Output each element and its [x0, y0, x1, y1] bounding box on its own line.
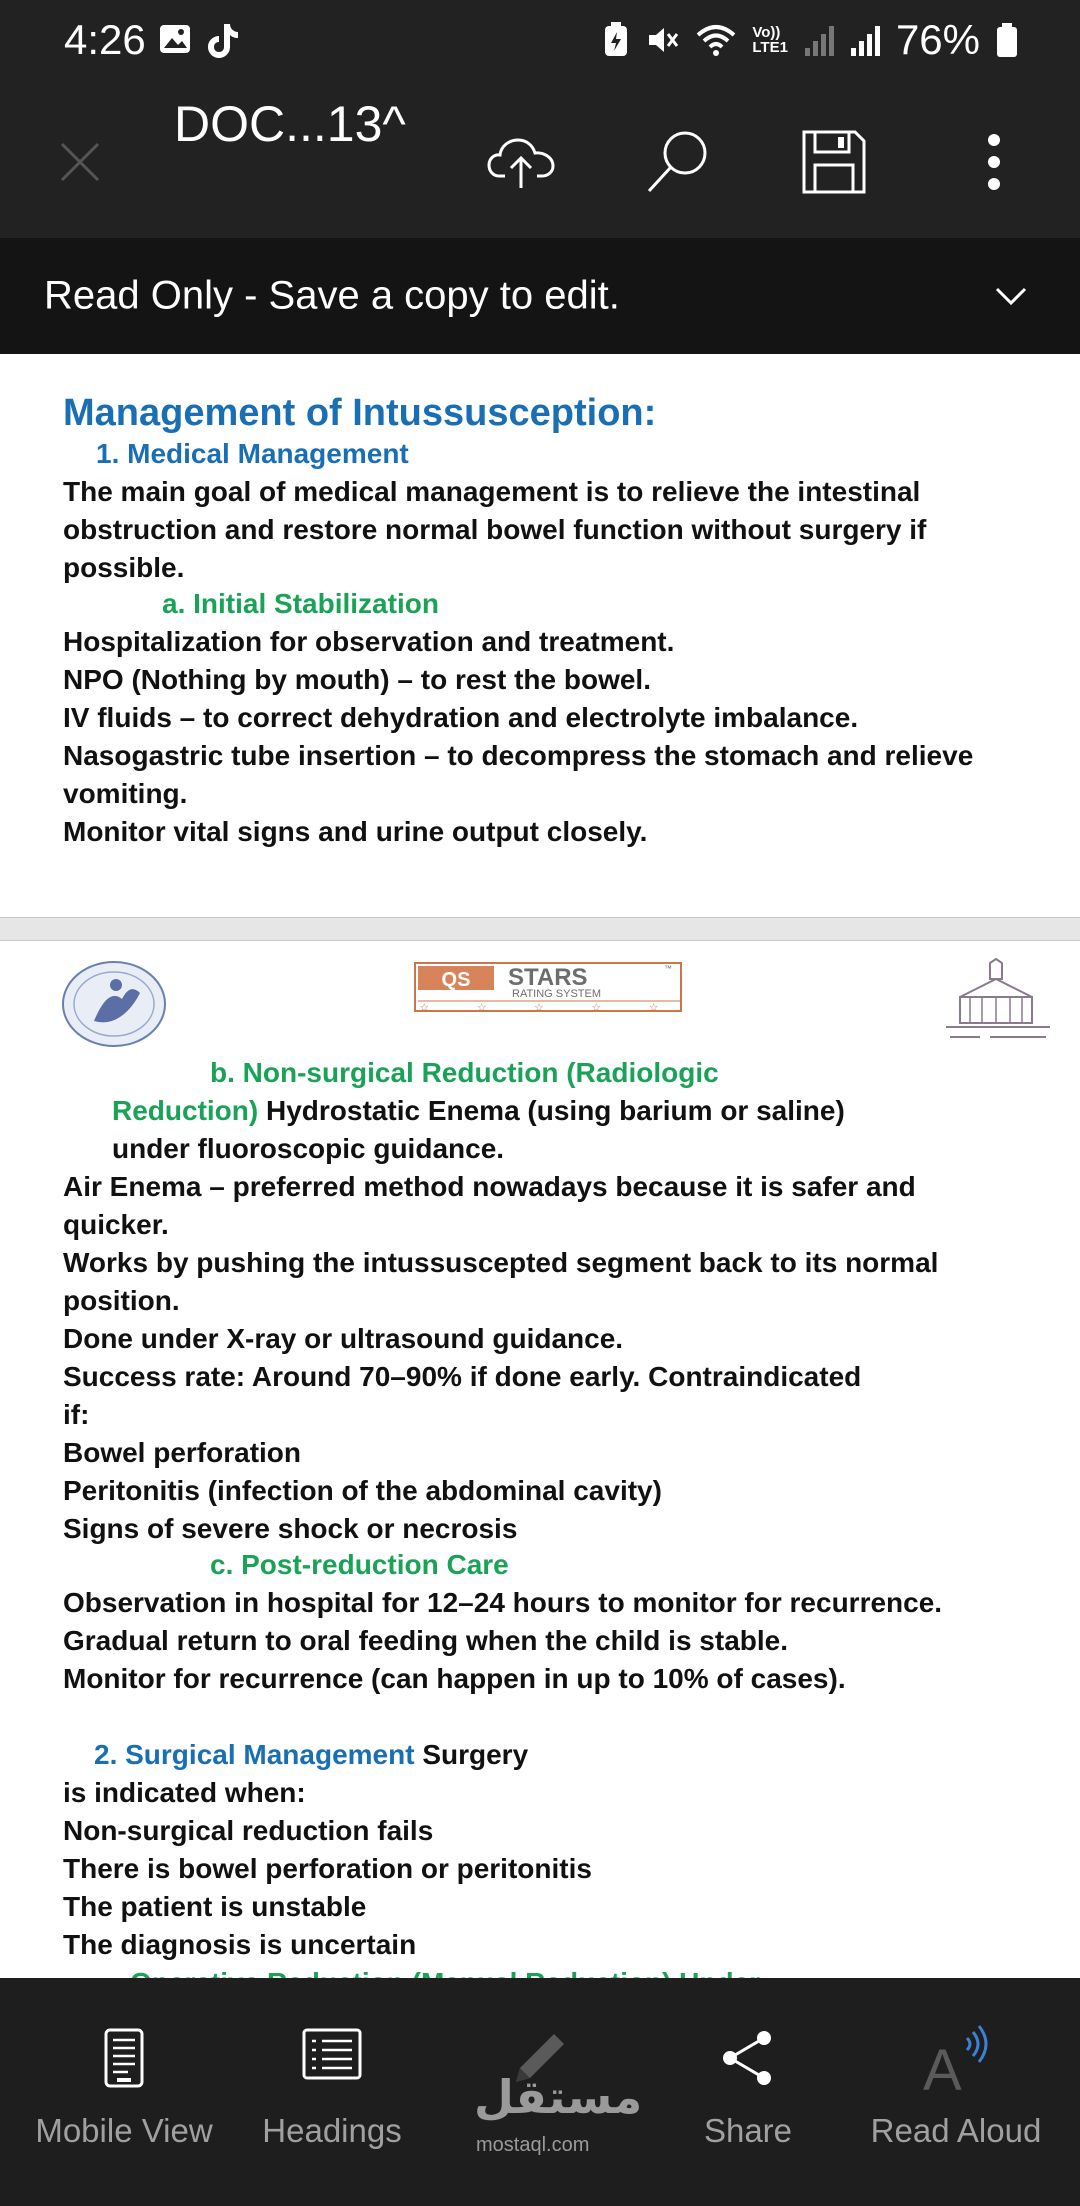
mobile-view-label: Mobile View: [35, 2112, 213, 2149]
status-bar: [0, 0, 1080, 86]
watermark-subtext: mostaql.com: [476, 2134, 590, 2156]
paragraph-line: [112, 1095, 845, 1127]
document-title[interactable]: DOC...13^: [174, 96, 406, 152]
qs-logo-text: QS: [441, 969, 471, 991]
status-right-icons: [602, 16, 1018, 64]
headings-label: Headings: [262, 2112, 402, 2149]
list-item: Non-surgical reduction fails: [63, 1815, 434, 1846]
main-heading: Management of Intussusception:: [63, 392, 657, 434]
list-item: The diagnosis is uncertain: [63, 1929, 417, 1960]
list-item: position.: [63, 1285, 180, 1316]
share-icon: [720, 2028, 776, 2088]
toolbar: [0, 86, 1080, 238]
mute-icon: [646, 23, 680, 57]
hydrostatic-enema-text: Hydrostatic Enema (using barium or saline): [258, 1095, 845, 1126]
document-page-2: [0, 940, 1080, 2040]
paragraph-line: under fluoroscopic guidance.: [112, 1133, 505, 1164]
cloud-upload-icon: [487, 134, 557, 190]
rating-system-text: RATING SYSTEM: [512, 988, 602, 1000]
document-page-1: [0, 354, 1080, 918]
share-label: Share: [703, 2112, 793, 2149]
status-time: 4:26: [64, 16, 146, 63]
list-item: There is bowel perforation or peritonitis: [63, 1853, 592, 1884]
list-item: Hospitalization for observation and treatment.: [63, 626, 675, 657]
tiktok-icon: [206, 22, 240, 60]
list-item: Monitor for recurrence (can happen in up to 10% of cases).: [63, 1663, 846, 1694]
list-item: Signs of severe shock or necrosis: [63, 1513, 518, 1544]
read-aloud-label: Read Aloud: [870, 2112, 1042, 2149]
surgery-text: Surgery: [414, 1739, 529, 1770]
list-item: vomiting.: [63, 778, 188, 809]
list-item: Nasogastric tube insertion – to decompress the stomach and relieve: [63, 740, 974, 771]
university-building-logo: [940, 957, 1056, 1047]
list-item: Peritonitis (infection of the abdominal cavity): [63, 1475, 662, 1506]
list-item: Gradual return to oral feeding when the child is stable.: [63, 1625, 789, 1656]
close-icon: [58, 140, 102, 184]
list-item: Works by pushing the intussuscepted segment back to its normal: [63, 1247, 939, 1278]
faculty-seal-logo: [60, 959, 168, 1049]
save-icon: [801, 129, 867, 195]
list-item: The patient is unstable: [63, 1891, 367, 1922]
more-vert-icon: [984, 132, 1004, 192]
read-only-banner[interactable]: [0, 238, 1080, 354]
list-item: is indicated when:: [63, 1777, 306, 1808]
status-left-icons: [158, 22, 240, 60]
stars-logo-tm: ™: [664, 964, 672, 973]
list-item: if:: [63, 1399, 90, 1430]
subheading-non-surgical: b. Non-surgical Reduction (Radiologic: [210, 1057, 719, 1088]
battery-icon: [996, 23, 1018, 57]
svg-text:A: A: [923, 2038, 962, 2103]
mobile-view-icon: [104, 2028, 144, 2088]
list-item: Air Enema – preferred method nowadays because it is safer and: [63, 1171, 916, 1202]
list-item: IV fluids – to correct dehydration and electrolyte imbalance.: [63, 702, 859, 733]
subheading-medical: 1. Medical Management: [96, 438, 409, 469]
list-item: Observation in hospital for 12–24 hours to monitor for recurrence.: [63, 1587, 943, 1618]
share-button[interactable]: [640, 1978, 856, 2206]
watermark-text: مستقل: [474, 2070, 643, 2124]
list-item: quicker.: [63, 1209, 169, 1240]
list-item: Success rate: Around 70–90% if done early. Contraindicated: [63, 1361, 862, 1392]
signal-icon-2: [850, 24, 880, 56]
close-button[interactable]: [40, 86, 120, 238]
signal-icon-1: [804, 24, 834, 56]
paragraph-line: obstruction and restore normal bowel function without surgery if: [63, 514, 927, 545]
cloud-upload-button[interactable]: [480, 86, 564, 238]
read-aloud-icon: [921, 2028, 991, 2103]
subheading-initial-stabilization: a. Initial Stabilization: [162, 588, 439, 619]
headings-button[interactable]: [224, 1978, 440, 2206]
headings-icon: [302, 2028, 362, 2080]
search-button[interactable]: [636, 86, 720, 238]
subheading-surgical: 2. Surgical Management: [94, 1739, 415, 1770]
document-canvas[interactable]: [0, 354, 1080, 1978]
chevron-down-icon[interactable]: [994, 286, 1028, 306]
star-rating-glyphs: ☆ ☆ ☆ ☆ ☆: [419, 1001, 681, 1014]
read-aloud-button[interactable]: [848, 1978, 1064, 2206]
read-only-text: Read Only - Save a copy to edit.: [44, 273, 620, 318]
paragraph-line: [94, 1739, 528, 1771]
paragraph-line: The main goal of medical management is to relieve the intestinal: [63, 476, 921, 507]
subheading-non-surgical-cont: Reduction): [112, 1095, 259, 1126]
network-label: Vo)) LTE1: [752, 24, 788, 56]
gallery-icon: [158, 22, 192, 56]
wifi-icon: [696, 23, 736, 57]
list-item: NPO (Nothing by mouth) – to rest the bowel.: [63, 664, 651, 695]
mobile-view-button[interactable]: [16, 1978, 232, 2206]
qs-stars-logo: [414, 959, 686, 1015]
battery-percent: 76%: [895, 16, 980, 63]
save-button[interactable]: [792, 86, 876, 238]
battery-saver-icon: [602, 22, 630, 58]
list-item: Bowel perforation: [63, 1437, 302, 1468]
search-icon: [643, 127, 713, 197]
more-options-button[interactable]: [954, 86, 1034, 238]
subheading-post-reduction: c. Post-reduction Care: [210, 1549, 509, 1580]
list-item: Monitor vital signs and urine output closely.: [63, 816, 648, 847]
list-item: Done under X-ray or ultrasound guidance.: [63, 1323, 624, 1354]
paragraph-line: possible.: [63, 552, 185, 583]
stars-logo-text: STARS: [508, 964, 588, 991]
